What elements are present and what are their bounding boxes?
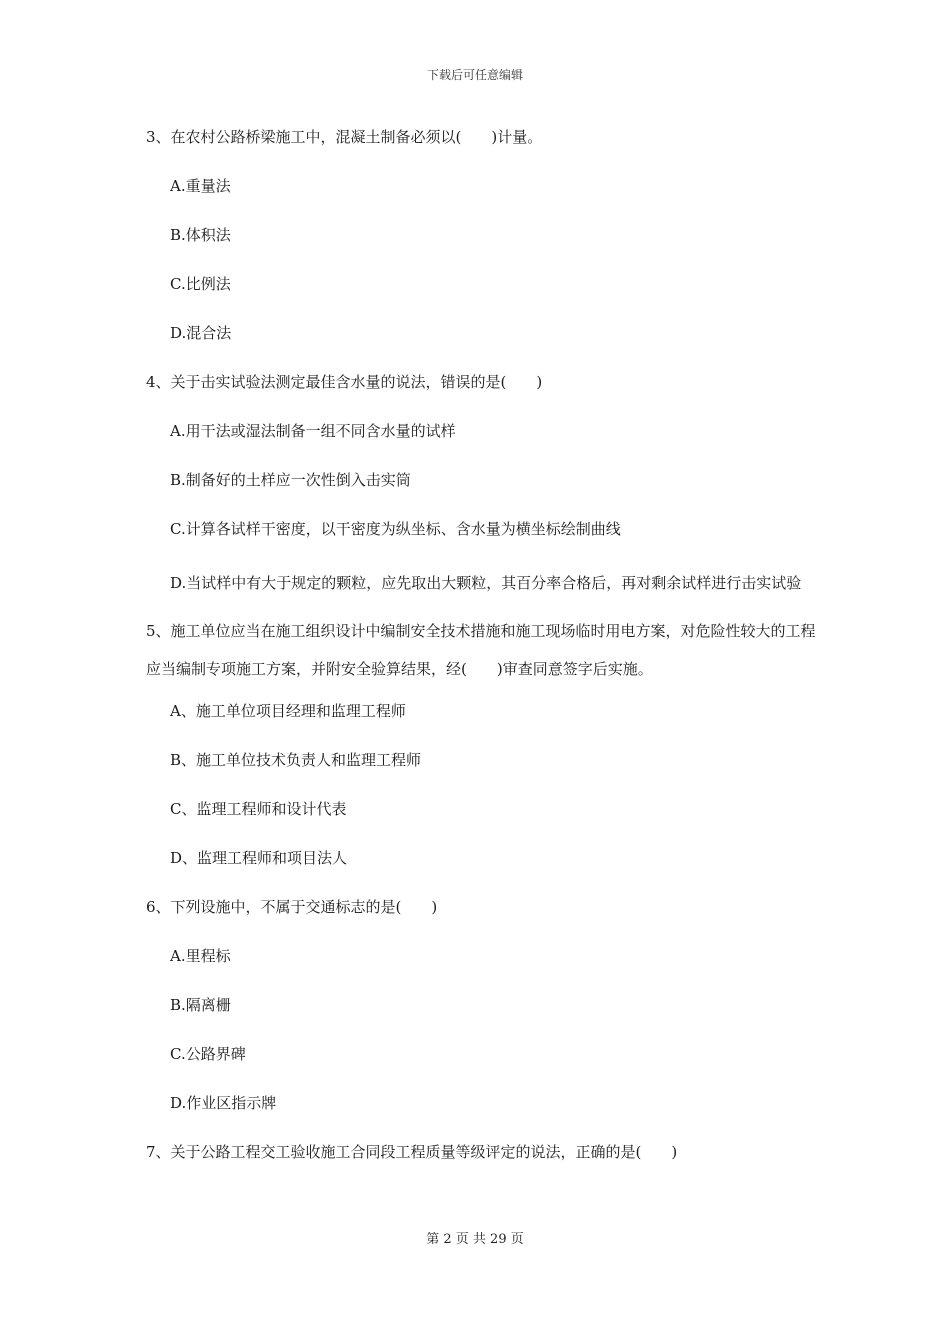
question-5-stem: 5、施工单位应当在施工组织设计中编制安全技术措施和施工现场临时用电方案，对危险性较大的工程应当编制专项施工方案，并附安全验算结果，经( )审查同意签字后实施。 — [146, 622, 816, 678]
page-footer: 第 2 页 共 29 页 — [426, 1232, 524, 1247]
question-6-stem: 6、下列设施中，不属于交通标志的是( ) — [146, 898, 438, 916]
question-4-option-c: C.计算各试样干密度，以干密度为纵坐标、含水量为横坐标绘制曲线 — [170, 520, 621, 538]
question-6-option-c: C.公路界碑 — [170, 1045, 246, 1063]
question-3-option-b: B.体积法 — [170, 226, 231, 244]
question-3-stem: 3、在农村公路桥梁施工中，混凝土制备必须以( )计量。 — [146, 128, 543, 146]
question-4-option-b: B.制备好的土样应一次性倒入击实筒 — [170, 471, 411, 489]
question-3-option-d: D.混合法 — [170, 324, 232, 342]
question-3-option-a: A.重量法 — [170, 177, 231, 195]
question-5-option-b: B、施工单位技术负责人和监理工程师 — [170, 751, 422, 769]
question-6-option-d: D.作业区指示牌 — [170, 1094, 277, 1112]
question-4-option-d: D.当试样中有大于规定的颗粒，应先取出大颗粒，其百分率合格后，再对剩余试样进行击实试验 — [170, 574, 802, 592]
page-header: 下载后可任意编辑 — [426, 68, 523, 82]
question-6-option-b: B.隔离栅 — [170, 996, 231, 1014]
question-4-stem: 4、关于击实试验法测定最佳含水量的说法，错误的是( ) — [146, 373, 543, 391]
question-5-option-a: A、施工单位项目经理和监理工程师 — [170, 702, 406, 720]
question-5-option-d: D、监理工程师和项目法人 — [170, 849, 348, 867]
question-4-option-a: A.用干法或湿法制备一组不同含水量的试样 — [170, 422, 456, 440]
question-5-option-c: C、监理工程师和设计代表 — [170, 800, 347, 818]
question-list — [146, 124, 816, 1188]
question-6-option-a: A.里程标 — [170, 947, 231, 965]
question-7-stem: 7、关于公路工程交工验收施工合同段工程质量等级评定的说法，正确的是( ) — [146, 1143, 678, 1161]
question-3-option-c: C.比例法 — [170, 275, 231, 293]
